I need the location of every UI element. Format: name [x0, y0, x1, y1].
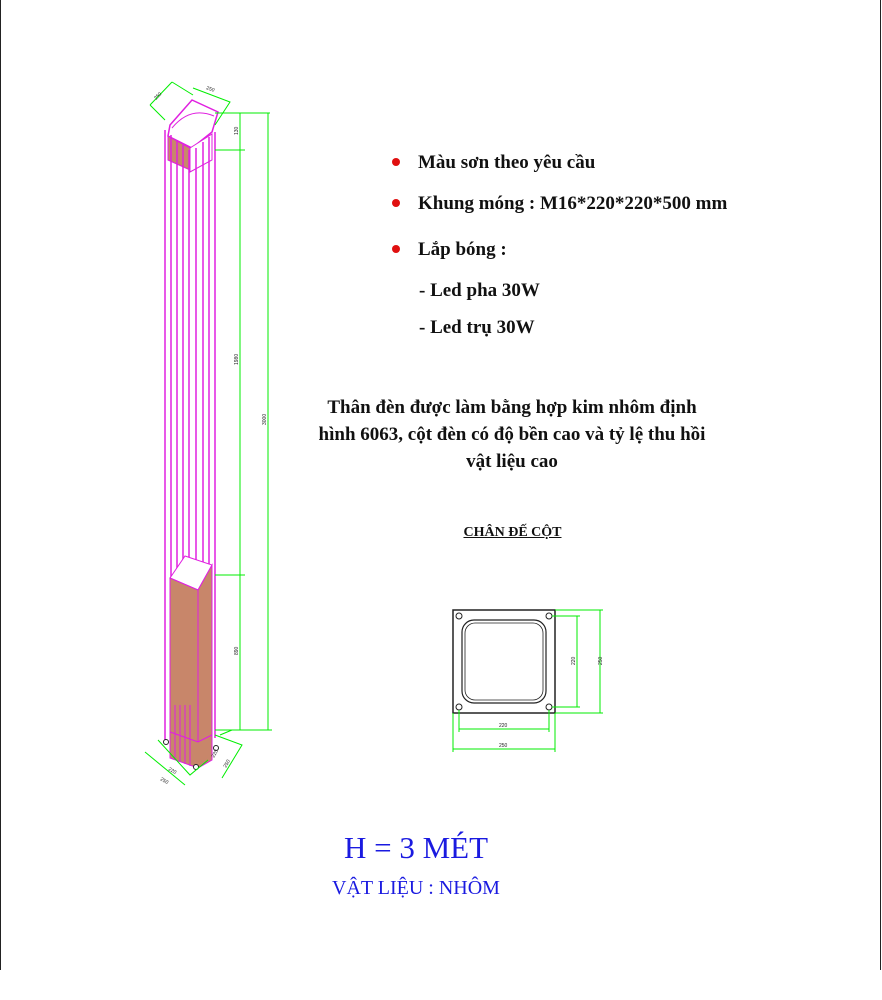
description-line-1: Thân đèn được làm bằng hợp kim nhôm định [327, 397, 697, 418]
lamp-option-post: - Led trụ 30W [419, 317, 535, 338]
description-line-2: hình 6063, cột đèn có độ bền cao và tỷ lệ thu hồi [318, 424, 706, 445]
dim-bottom-b: 250 [159, 776, 170, 786]
dim-top-a: 250 [153, 91, 164, 102]
spec-item-foundation [392, 193, 727, 215]
dim-plate-outer-w: 250 [499, 743, 508, 749]
spec-paint-text: Màu sơn theo yêu cầu [418, 152, 596, 173]
dim-bottom-c: 220 [210, 748, 220, 759]
spec-item-lamp [392, 239, 507, 261]
pole-head [168, 100, 218, 172]
dim-bottom-d: 250 [222, 758, 232, 769]
dim-top-b: 250 [205, 85, 216, 94]
description [282, 394, 742, 475]
dim-upper: 1980 [234, 353, 240, 365]
base-title: CHÂN ĐẾ CỘT [463, 525, 562, 540]
dim-plate-inner-h: 220 [571, 656, 577, 665]
material-label: VẬT LIỆU : NHÔM [332, 877, 500, 899]
dim-head: 130 [234, 126, 240, 135]
dim-lower: 890 [234, 646, 240, 655]
bullet-icon [392, 158, 400, 166]
bullet-icon [392, 245, 400, 253]
spec-item-paint [392, 152, 595, 174]
spec-foundation-text: Khung móng : M16*220*220*500 mm [418, 193, 728, 214]
dim-plate-outer-h: 250 [598, 656, 604, 665]
dim-bottom-a: 220 [167, 766, 178, 776]
lamp-option-flood: - Led pha 30W [419, 280, 540, 301]
height-label: H = 3 MÉT [343, 830, 489, 865]
spec-lamp-text: Lắp bóng : [418, 239, 507, 260]
bullet-icon [392, 199, 400, 207]
base-plate [453, 610, 555, 713]
dim-plate-inner-w: 220 [499, 723, 508, 729]
dim-total: 3000 [262, 413, 268, 425]
description-line-3: vật liệu cao [466, 451, 558, 472]
pole-lower-section [164, 556, 219, 770]
